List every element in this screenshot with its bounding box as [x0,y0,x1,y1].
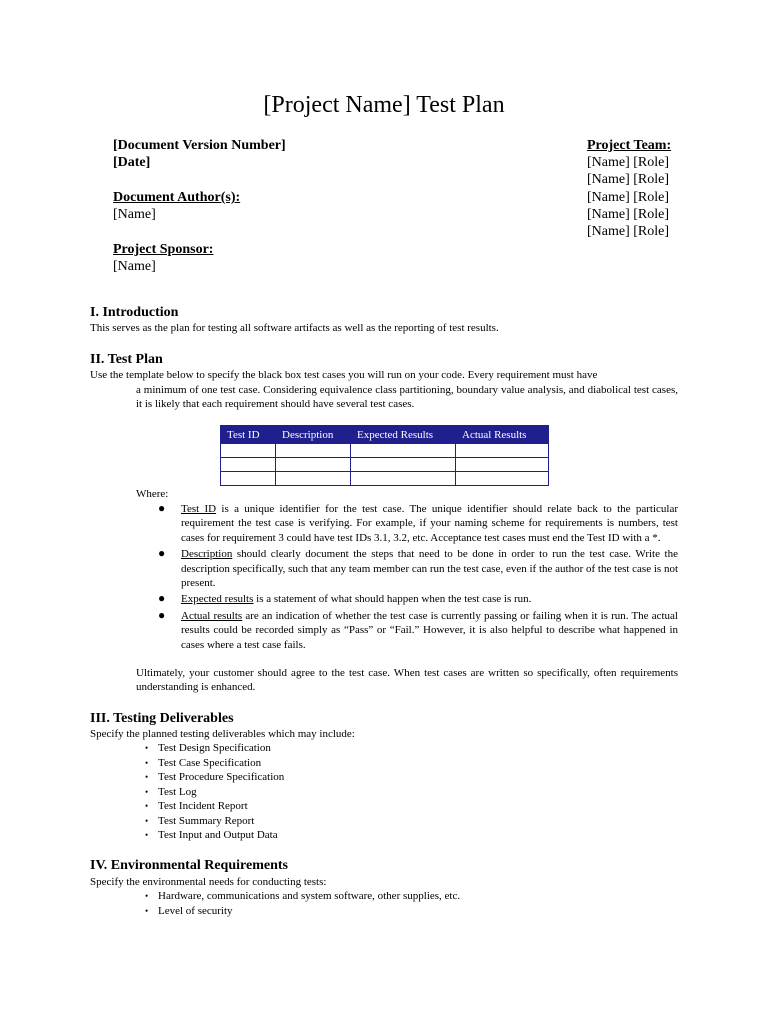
introduction-text: This serves as the plan for testing all software artifacts as well as the reporting of test results. [90,322,499,334]
team-member: [Name] [Role] [587,172,670,187]
table-header-cell: Test ID [221,426,276,444]
bullet-icon: ● [158,546,166,561]
table-cell [221,472,276,486]
list-item [145,889,645,904]
definition-term: Expected results [181,593,254,606]
test-case-table [220,425,549,486]
list-item [145,799,545,814]
bullet-icon: ● [158,591,166,606]
sponsor-heading: Project Sponsor: [113,242,214,257]
list-item-label: Test Log [158,785,197,798]
list-item [145,814,545,829]
table-cell [351,444,456,458]
table-header-cell: Actual Results [456,426,549,444]
table-header-row [221,426,549,444]
table-cell [221,458,276,472]
environment-intro: Specify the environmental needs for conducting tests: [90,876,327,888]
section-heading-deliverables: III. Testing Deliverables [90,711,234,726]
list-item-label: Test Case Specification [158,756,262,769]
team-member: [Name] [Role] [587,224,670,239]
list-item [145,828,545,843]
document-title: [Project Name] Test Plan [263,92,505,118]
document-version: [Document Version Number] [113,138,286,153]
table-cell [456,444,549,458]
list-item-label: Hardware, communications and system software, other supplies, etc. [158,890,461,902]
table-cell [456,472,549,486]
bullet-icon: • [145,786,149,797]
where-label: Where: [136,488,169,500]
test-plan-intro-line: Use the template below to specify the black box test cases you will run on your code. Every requirement must have [90,369,598,381]
definition-item [158,592,678,606]
document-date: [Date] [113,155,151,170]
list-item-label: Test Summary Report [158,814,255,827]
bullet-icon: ● [158,607,166,622]
definitions-list [158,502,678,652]
sponsor-name: [Name] [113,259,156,274]
team-member: [Name] [Role] [587,190,670,205]
definition-term: Actual results [181,609,243,622]
team-member: [Name] [Role] [587,155,670,170]
definition-text: is a statement of what should happen when the test case is run. [253,593,532,606]
bullet-icon: • [145,757,149,768]
bullet-icon: • [145,772,149,782]
definition-text: is a unique identifier for the test case. The unique identifier should relate back to the particular requirement the test case is verifying. For example, if your naming scheme for requirements is numbers, test cases for requirement 3 could have test IDs 3.1, 3.2, etc. Acceptance test cases must end the Test ID with a *. [181,503,679,544]
list-item-label: Test Procedure Specification [158,771,285,783]
definition-item [158,609,678,652]
section-heading-test-plan: II. Test Plan [90,352,163,367]
environment-list [145,889,645,918]
table-cell [351,472,456,486]
bullet-icon: • [145,891,149,901]
table-cell [351,458,456,472]
bullet-icon: • [145,830,149,840]
list-item-label: Test Incident Report [158,800,248,812]
table-cell [276,444,351,458]
table-cell [276,472,351,486]
bullet-icon: • [145,743,149,753]
section-heading-environment: IV. Environmental Requirements [90,858,288,873]
list-item [145,770,545,785]
team-heading: Project Team: [587,138,672,153]
definition-text: should clearly document the steps that need to be done in order to run the test case. Write the description specifically, such that any team member can run the test case, even if the author of the test case is not present. [181,548,678,590]
table-cell [221,444,276,458]
bullet-icon: • [145,801,149,811]
list-item-label: Test Input and Output Data [158,829,278,841]
deliverables-intro: Specify the planned testing deliverables which may include: [90,728,355,740]
bullet-icon: • [145,905,149,916]
list-item [145,785,545,800]
bullet-icon: ● [158,501,166,515]
definition-term: Description [181,548,233,561]
definition-term: Test ID [181,503,217,515]
definition-item [158,547,678,590]
table-cell [456,458,549,472]
list-item-label: Level of security [158,904,233,917]
test-plan-intro-continued: a minimum of one test case. Considering equivalence class partitioning, boundary value analysis, and diabolical test cases, it is likely that each requirement should have several test cases. [136,384,678,411]
table-row [221,458,549,472]
definition-text: are an indication of whether the test case is currently passing or failing when it is run. The actual results could be recorded simply as “Pass” or “Fail.” However, it is also helpful to describe what happened in cases where a test case fails. [181,609,678,651]
table-header-cell: Expected Results [351,426,456,444]
bullet-icon: • [145,815,149,826]
section-heading-introduction: I. Introduction [90,305,179,320]
author-name: [Name] [113,207,156,222]
definition-item [158,502,678,545]
test-plan-closing: Ultimately, your customer should agree to the test case. When test cases are written so specifically, often requirements understanding is enhanced. [136,667,678,694]
list-item [145,904,645,919]
author-heading: Document Author(s): [113,190,241,205]
table-cell [276,458,351,472]
table-header-cell: Description [276,426,351,444]
table-row [221,444,549,458]
team-member: [Name] [Role] [587,207,670,222]
table-row [221,472,549,486]
list-item [145,756,545,771]
list-item [145,741,545,756]
list-item-label: Test Design Specification [158,742,271,754]
deliverables-list [145,741,545,843]
